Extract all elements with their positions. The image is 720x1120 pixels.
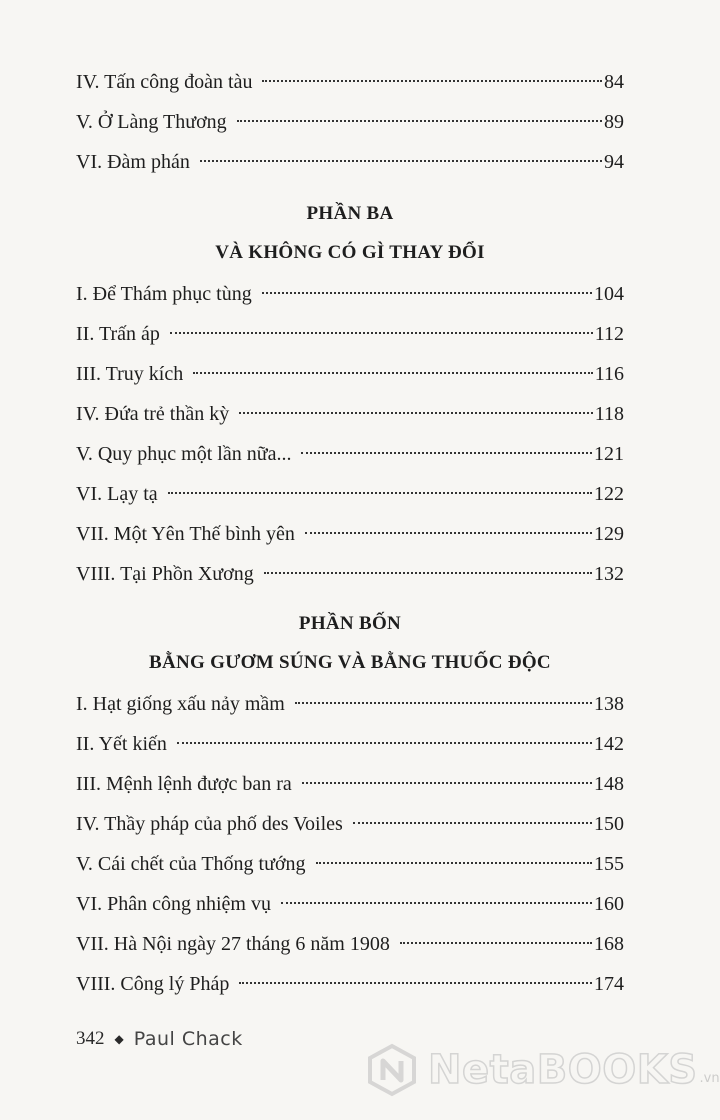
dot-leader — [237, 120, 602, 122]
watermark-suffix: .vn — [699, 1071, 720, 1086]
dot-leader — [301, 452, 592, 454]
toc-entry-title: III. Mệnh lệnh được ban ra — [76, 773, 292, 795]
footer-separator: ◆ — [114, 1031, 124, 1046]
dot-leader — [302, 782, 592, 784]
watermark-text: NetaBOOKS — [428, 1047, 698, 1093]
toc-entry — [76, 764, 624, 804]
toc-entry — [76, 554, 624, 594]
toc-entry — [76, 684, 624, 724]
toc-entry-title: I. Để Thám phục tùng — [76, 283, 252, 305]
toc-entry-title: VI. Phân công nhiệm vụ — [76, 893, 271, 915]
part4-title: BẰNG GƯƠM SÚNG VÀ BẰNG THUỐC ĐỘC — [149, 652, 551, 673]
toc-entry-page: 94 — [604, 151, 624, 173]
dot-leader — [264, 572, 592, 574]
part3-entries — [76, 274, 624, 594]
toc-entry-title: II. Yết kiến — [76, 733, 167, 755]
dot-leader — [177, 742, 592, 744]
toc-entry-page: 122 — [594, 483, 624, 505]
toc-entry — [76, 884, 624, 924]
dot-leader — [200, 160, 602, 162]
toc-entry — [76, 474, 624, 514]
toc-entry — [76, 354, 624, 394]
toc-entry — [76, 434, 624, 474]
toc-entry-page: 142 — [594, 733, 624, 755]
toc-entry-page: 121 — [594, 443, 624, 465]
toc-entry — [76, 274, 624, 314]
toc-entry — [76, 62, 624, 102]
toc-entry-title: VII. Hà Nội ngày 27 tháng 6 năm 1908 — [76, 933, 390, 955]
toc-entry-page: 160 — [594, 893, 624, 915]
toc-entry — [76, 964, 624, 1004]
toc-entry — [76, 142, 624, 182]
toc-entry-page: 89 — [604, 111, 624, 133]
toc-entry-title: VI. Lạy tạ — [76, 483, 158, 505]
toc-entry-page: 168 — [594, 933, 624, 955]
dot-leader — [305, 532, 592, 534]
toc-entry-title: V. Quy phục một lần nữa... — [76, 443, 292, 465]
toc-entry-title: III. Truy kích — [76, 363, 184, 385]
dot-leader — [170, 332, 593, 334]
dot-leader — [262, 80, 602, 82]
table-of-contents — [76, 62, 624, 1004]
toc-entry-page: 148 — [594, 773, 624, 795]
toc-entry — [76, 102, 624, 142]
dot-leader — [295, 702, 592, 704]
toc-entry-title: IV. Tấn công đoàn tàu — [76, 71, 253, 93]
toc-entry — [76, 804, 624, 844]
author-name: Paul Chack — [133, 1028, 243, 1050]
toc-entry-page: 150 — [594, 813, 624, 835]
toc-entry-title: V. Ở Làng Thương — [76, 111, 227, 133]
toc-entry — [76, 844, 624, 884]
toc-entry-page: 118 — [594, 403, 624, 425]
toc-entry-title: VII. Một Yên Thế bình yên — [76, 523, 295, 545]
toc-entry-title: IV. Đứa trẻ thần kỳ — [76, 403, 230, 425]
toc-entry-page: 174 — [594, 973, 624, 995]
dot-leader — [262, 292, 592, 294]
toc-entry-title: II. Trấn áp — [76, 323, 160, 345]
toc-entry-page: 112 — [594, 323, 624, 345]
section2-entries — [76, 62, 624, 182]
toc-entry — [76, 394, 624, 434]
dot-leader — [353, 822, 592, 824]
toc-entry-page: 155 — [594, 853, 624, 875]
toc-entry-title: I. Hạt giống xấu nảy mầm — [76, 693, 285, 715]
toc-entry-title: VIII. Tại Phồn Xương — [76, 563, 254, 585]
toc-entry — [76, 514, 624, 554]
toc-entry-page: 104 — [594, 283, 624, 305]
toc-entry-title: V. Cái chết của Thống tướng — [76, 853, 306, 875]
toc-entry-title: VIII. Công lý Pháp — [76, 973, 230, 995]
toc-entry-title: IV. Thầy pháp của phố des Voiles — [76, 813, 343, 835]
dot-leader — [168, 492, 592, 494]
toc-entry — [76, 924, 624, 964]
toc-entry-title: VI. Đàm phán — [76, 151, 190, 173]
page-number: 342 — [76, 1028, 105, 1049]
toc-entry-page: 129 — [594, 523, 624, 545]
netabooks-logo-icon — [366, 1044, 418, 1096]
dot-leader — [400, 942, 592, 944]
toc-entry-page: 138 — [594, 693, 624, 715]
toc-entry — [76, 724, 624, 764]
dot-leader — [239, 412, 593, 414]
dot-leader — [193, 372, 593, 374]
dot-leader — [281, 902, 592, 904]
part4-entries — [76, 684, 624, 1004]
watermark — [366, 1044, 720, 1096]
page-footer — [76, 1028, 243, 1050]
part3-label: PHẦN BA — [306, 203, 394, 224]
toc-entry — [76, 314, 624, 354]
toc-entry-page: 132 — [594, 563, 624, 585]
toc-entry-page: 84 — [604, 71, 624, 93]
toc-entry-page: 116 — [594, 363, 624, 385]
dot-leader — [316, 862, 592, 864]
part3-title: VÀ KHÔNG CÓ GÌ THAY ĐỔI — [215, 242, 485, 263]
dot-leader — [239, 982, 592, 984]
part4-label: PHẦN BỐN — [298, 613, 402, 634]
